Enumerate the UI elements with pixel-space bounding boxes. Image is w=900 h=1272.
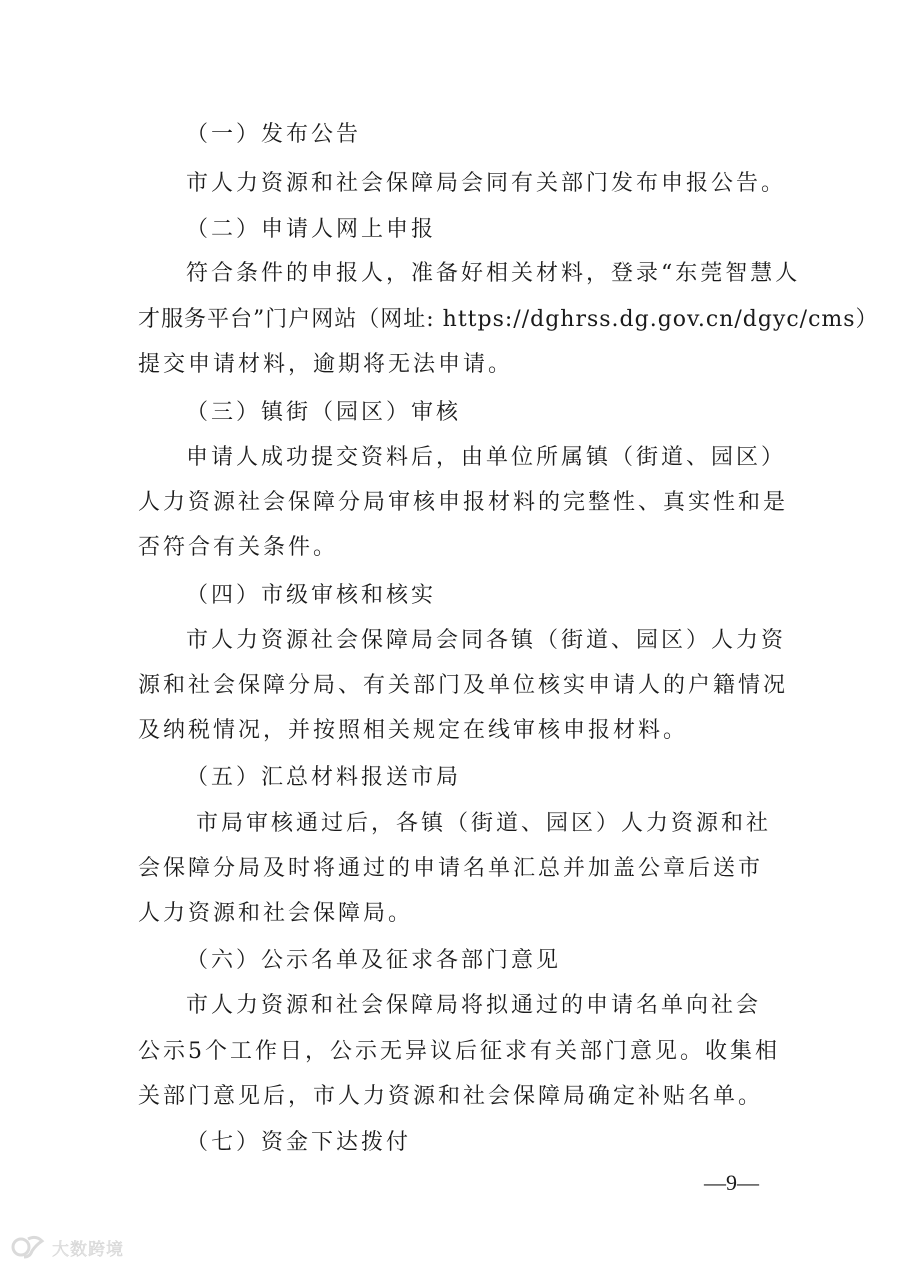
body-line: 才服务平台”门户网站（网址: https://dghrss.dg.gov.cn/dgyc/cms） bbox=[138, 307, 879, 332]
body-line: 源和社会保障分局、有关部门及单位核实申请人的户籍情况 bbox=[138, 673, 789, 698]
body-line: 及纳税情况，并按照相关规定在线审核申报材料。 bbox=[138, 718, 689, 743]
body-line: 市人力资源和社会保障局会同有关部门发布申报公告。 bbox=[186, 171, 787, 196]
section-heading-1: （一）发布公告 bbox=[186, 122, 362, 147]
body-line: 市局审核通过后，各镇（街道、园区）人力资源和社 bbox=[196, 811, 772, 836]
section-heading-3: （三）镇街（园区）审核 bbox=[186, 400, 462, 425]
body-line: 否符合有关条件。 bbox=[138, 535, 339, 560]
body-line: 会保障分局及时将通过的申请名单汇总并加盖公章后送市 bbox=[138, 856, 764, 881]
body-line: 人力资源社会保障分局审核申报材料的完整性、真实性和是 bbox=[138, 490, 789, 515]
body-line: 提交申请材料，逾期将无法申请。 bbox=[138, 352, 514, 377]
body-line: 符合条件的申报人，准备好相关材料，登录“东莞智慧人 bbox=[186, 261, 801, 286]
body-line: 申请人成功提交资料后，由单位所属镇（街道、园区） bbox=[186, 445, 787, 470]
section-heading-7: （七）资金下达拨付 bbox=[186, 1130, 412, 1155]
watermark bbox=[10, 1232, 124, 1262]
body-line: 市人力资源和社会保障局将拟通过的申请名单向社会 bbox=[186, 993, 762, 1018]
section-heading-2: （二）申请人网上申报 bbox=[186, 217, 437, 242]
page-number: —9— bbox=[704, 1170, 759, 1195]
watermark-logo-icon bbox=[10, 1233, 46, 1261]
section-heading-4: （四）市级审核和核实 bbox=[186, 583, 437, 608]
body-line: 市人力资源社会保障局会同各镇（街道、园区）人力资 bbox=[186, 628, 787, 653]
body-line: 人力资源和社会保障局。 bbox=[138, 901, 414, 926]
section-heading-5: （五）汇总材料报送市局 bbox=[186, 765, 462, 790]
body-line: 关部门意见后，市人力资源和社会保障局确定补贴名单。 bbox=[138, 1084, 764, 1109]
body-line: 公示5个工作日，公示无异议后征求有关部门意见。收集相 bbox=[138, 1039, 780, 1064]
watermark-text: 大数跨境 bbox=[52, 1239, 124, 1260]
section-heading-6: （六）公示名单及征求各部门意见 bbox=[186, 948, 562, 973]
